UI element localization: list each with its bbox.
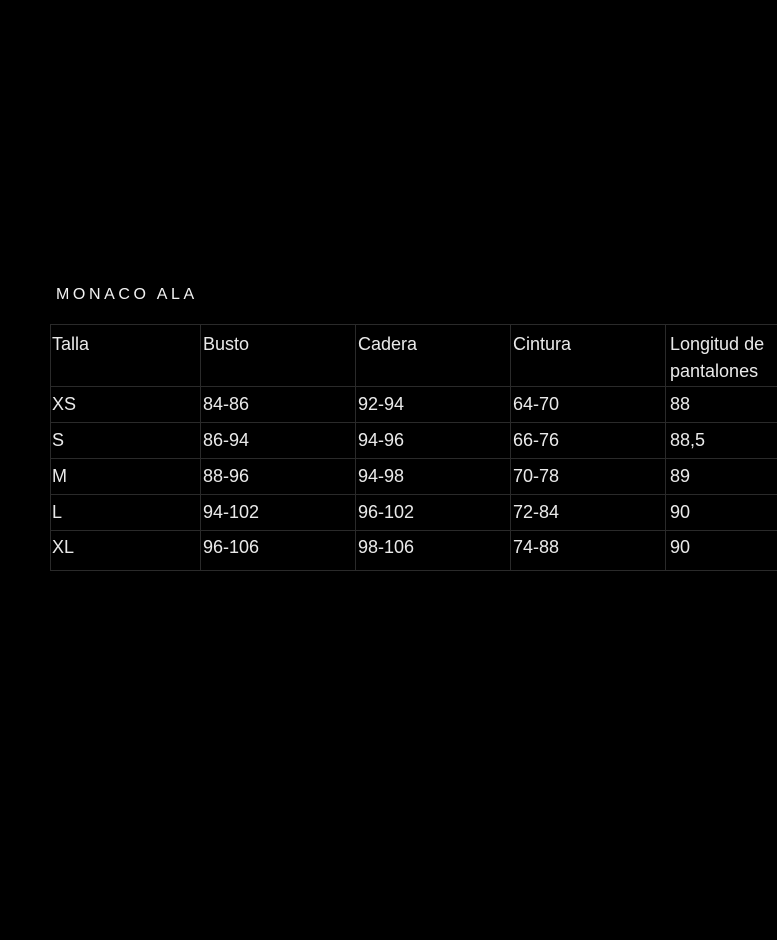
cell-cintura: 66-76 bbox=[511, 423, 666, 459]
cell-cadera: 96-102 bbox=[356, 495, 511, 531]
header-busto: Busto bbox=[201, 325, 356, 387]
cell-cadera: 94-98 bbox=[356, 459, 511, 495]
cell-cadera: 98-106 bbox=[356, 531, 511, 571]
header-talla: Talla bbox=[51, 325, 201, 387]
cell-busto: 96-106 bbox=[201, 531, 356, 571]
cell-longitud: 90 bbox=[666, 495, 777, 531]
header-cintura: Cintura bbox=[511, 325, 666, 387]
cell-busto: 88-96 bbox=[201, 459, 356, 495]
size-chart-table bbox=[50, 324, 777, 571]
cell-cadera: 94-96 bbox=[356, 423, 511, 459]
table-row bbox=[51, 495, 777, 531]
table-header-row bbox=[51, 325, 777, 387]
header-cadera: Cadera bbox=[356, 325, 511, 387]
cell-longitud: 89 bbox=[666, 459, 777, 495]
cell-cintura: 72-84 bbox=[511, 495, 666, 531]
cell-talla: XL bbox=[51, 531, 201, 571]
cell-cintura: 64-70 bbox=[511, 387, 666, 423]
cell-cadera: 92-94 bbox=[356, 387, 511, 423]
cell-talla: XS bbox=[51, 387, 201, 423]
header-longitud-pantalones: Longitud de pantalones bbox=[666, 325, 777, 387]
table-row bbox=[51, 423, 777, 459]
cell-longitud: 88,5 bbox=[666, 423, 777, 459]
cell-busto: 84-86 bbox=[201, 387, 356, 423]
cell-talla: L bbox=[51, 495, 201, 531]
table-row bbox=[51, 531, 777, 571]
cell-longitud: 88 bbox=[666, 387, 777, 423]
cell-busto: 94-102 bbox=[201, 495, 356, 531]
page-title: MONACO ALA bbox=[56, 286, 198, 303]
table-row bbox=[51, 387, 777, 423]
cell-talla: M bbox=[51, 459, 201, 495]
cell-longitud: 90 bbox=[666, 531, 777, 571]
table-row bbox=[51, 459, 777, 495]
cell-talla: S bbox=[51, 423, 201, 459]
cell-cintura: 74-88 bbox=[511, 531, 666, 571]
cell-cintura: 70-78 bbox=[511, 459, 666, 495]
cell-busto: 86-94 bbox=[201, 423, 356, 459]
